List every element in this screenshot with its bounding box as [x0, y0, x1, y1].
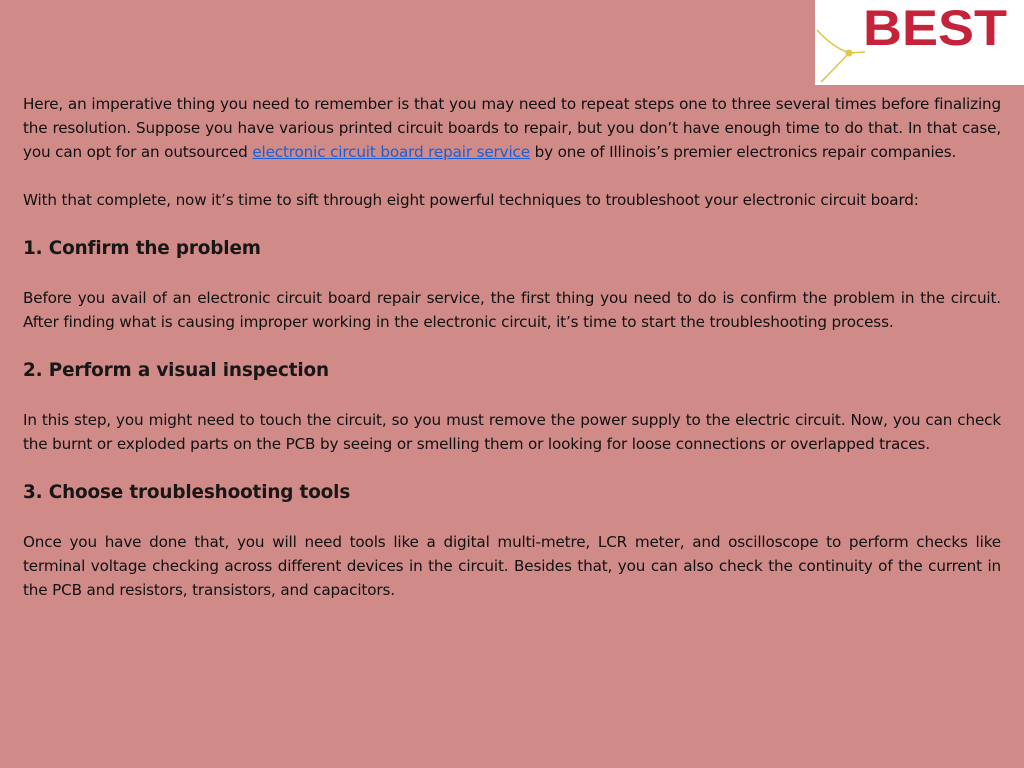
logo-curve-line [817, 30, 849, 82]
spacer [23, 212, 1001, 236]
section-body-confirm-problem: Before you avail of an electronic circuit board repair service, the first thing you need to do is confirm the problem in the circuit. After finding what is causing improper working in the electronic circuit, it’s time to start the troubleshooting process. [23, 289, 1001, 331]
section-body-troubleshooting-tools: Once you have done that, you will need tools like a digital multi-metre, LCR meter, and oscilloscope to perform checks like terminal voltage checking across different devices in the circuit. Besides that, you can also check the continuity of the current in the PCB and resistors, transistors, and capacitors. [23, 533, 1001, 599]
section-body-visual-inspection: In this step, you might need to touch the circuit, so you must remove the power supply to the electric circuit. Now, you can check the burnt or exploded parts on the PCB by seeing or smelling them or looking for loose connections or overlapped traces. [23, 411, 1001, 453]
article-content [23, 92, 1001, 602]
spacer [23, 506, 1001, 530]
spacer [23, 384, 1001, 408]
intro-text-before-link: Here, an imperative thing you need to remember is that you may need to repeat steps one to three several times before finalizing the resolution. Suppose you have various printed circuit boards to repair, but you don’t have enough time to do that. In that case, you can opt for an outsourced [23, 95, 1001, 161]
section-heading-confirm-problem: 1. Confirm the problem [23, 238, 261, 259]
section-heading-troubleshooting-tools: 3. Choose troubleshooting tools [23, 482, 351, 503]
spacer [23, 262, 1001, 286]
logo-dot-icon [846, 50, 853, 57]
intro-paragraph [23, 92, 1001, 164]
intro-text-after-link: by one of Illinois’s premier electronics repair companies. [529, 143, 957, 161]
brand-logo [815, 0, 1024, 85]
spacer [23, 164, 1001, 188]
spacer [23, 456, 1001, 480]
repair-service-link[interactable]: electronic circuit board repair service [252, 143, 530, 161]
section-heading-visual-inspection: 2. Perform a visual inspection [23, 360, 329, 381]
spacer [23, 334, 1001, 358]
brand-logo-graphic [815, 0, 1024, 85]
lead-in-paragraph: With that complete, now it’s time to sift through eight powerful techniques to troubleshoot your electronic circuit board: [23, 191, 919, 209]
logo-wordmark: BEST [863, 0, 1007, 56]
